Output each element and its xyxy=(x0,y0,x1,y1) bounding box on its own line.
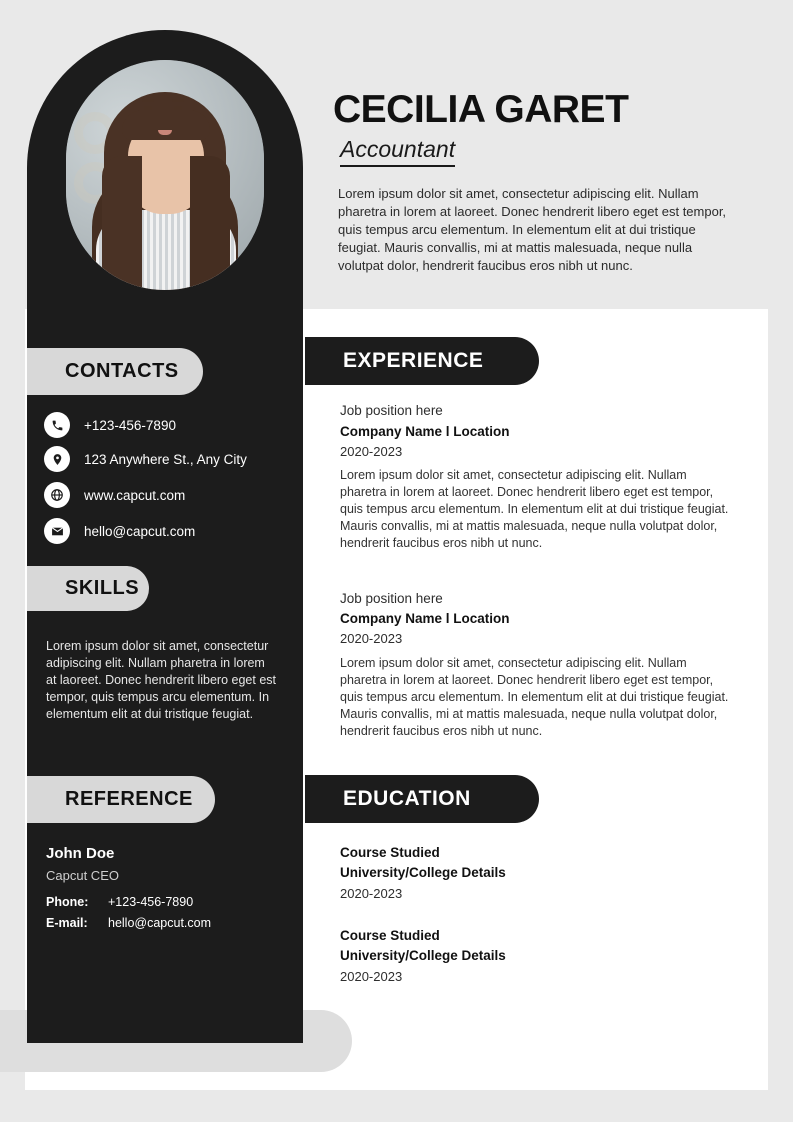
profile-summary: Lorem ipsum dolor sit amet, consectetur adipiscing elit. Nullam pharetra in lorem at laoreet. Donec hendrerit libero eget est tempor, quis tempus arcu elementum. In elementum elit at dui tristique feugiat. Mauris convallis, mi at mattis malesuada, neque nulla volutpat dolor, hendrerit faucibus eros nibh ut nunc. xyxy=(338,186,727,273)
photo-eye-left xyxy=(144,106,152,110)
reference-phone-label: Phone: xyxy=(46,895,89,909)
phone-icon xyxy=(44,412,70,438)
experience-company-1: Company Name l Location xyxy=(340,424,510,439)
experience-title: EXPERIENCE xyxy=(343,349,484,372)
experience-years-2: 2020-2023 xyxy=(340,631,403,646)
profile-photo xyxy=(66,60,264,290)
section-header-skills xyxy=(27,566,149,611)
reference-email-value: hello@capcut.com xyxy=(108,916,212,930)
education-institution-1: University/College Details xyxy=(340,865,506,880)
experience-years-1: 2020-2023 xyxy=(340,444,403,459)
education-title: EDUCATION xyxy=(343,787,471,810)
education-years-2: 2020-2023 xyxy=(340,969,403,984)
skills-title: SKILLS xyxy=(65,577,140,599)
photo-eyebrow-left xyxy=(142,99,154,102)
contact-email[interactable] xyxy=(44,518,195,544)
photo-hair-strand-left xyxy=(102,156,142,290)
contacts-title: CONTACTS xyxy=(65,360,179,382)
reference-phone-value: +123-456-7890 xyxy=(108,895,194,909)
contact-website-text: www.capcut.com xyxy=(84,487,186,503)
photo-hair-strand-right xyxy=(190,156,230,290)
location-pin-icon xyxy=(44,446,70,472)
reference-job-title: Capcut CEO xyxy=(46,868,119,883)
envelope-icon xyxy=(44,518,70,544)
education-years-1: 2020-2023 xyxy=(340,886,403,901)
section-header-reference xyxy=(27,776,215,823)
education-course-1: Course Studied xyxy=(340,845,440,860)
reference-name: John Doe xyxy=(46,845,115,862)
education-course-2: Course Studied xyxy=(340,928,440,943)
experience-description-2: Lorem ipsum dolor sit amet, consectetur adipiscing elit. Nullam pharetra in lorem at laoreet. Donec hendrerit libero eget est tempor, quis tempus arcu elementum. In elementum elit at dui tristique feugiat. Mauris convallis, mi at mattis malesuada, neque nulla volutpat dolor, hendrerit faucibus eros nibh ut nunc. xyxy=(340,656,729,738)
section-header-contacts xyxy=(27,348,203,395)
contact-address[interactable] xyxy=(44,446,247,472)
contact-phone-text: +123-456-7890 xyxy=(84,417,176,433)
experience-position-2: Job position here xyxy=(340,591,443,606)
section-header-education xyxy=(305,775,539,823)
reference-title: REFERENCE xyxy=(65,788,193,810)
photo-eyebrow-right xyxy=(172,99,184,102)
contact-website[interactable] xyxy=(44,482,185,508)
skills-description: Lorem ipsum dolor sit amet, consectetur adipiscing elit. Nullam pharetra in lorem at laoreet. Donec hendrerit libero eget est tempor, quis tempus arcu elementum. In elementum elit at dui tristique feugiat. xyxy=(46,639,276,721)
globe-icon xyxy=(44,482,70,508)
experience-position-1: Job position here xyxy=(340,403,443,418)
section-header-experience xyxy=(305,337,539,385)
experience-description-1: Lorem ipsum dolor sit amet, consectetur adipiscing elit. Nullam pharetra in lorem at laoreet. Donec hendrerit libero eget est tempor, quis tempus arcu elementum. In elementum elit at dui tristique feugiat. Mauris convallis, mi at mattis malesuada, neque nulla volutpat dolor, hendrerit faucibus eros nibh ut nunc. xyxy=(340,468,729,550)
candidate-role: Accountant xyxy=(340,136,455,167)
reference-email-label: E-mail: xyxy=(46,916,88,930)
contact-phone[interactable] xyxy=(44,412,176,438)
candidate-name: CECILIA GARET xyxy=(333,88,629,131)
photo-image xyxy=(66,60,264,290)
reference-email-row xyxy=(46,916,211,930)
contact-address-text: 123 Anywhere St., Any City xyxy=(84,451,247,467)
photo-eye-right xyxy=(174,106,182,110)
contact-email-text: hello@capcut.com xyxy=(84,523,196,539)
experience-company-2: Company Name l Location xyxy=(340,611,510,626)
education-institution-2: University/College Details xyxy=(340,948,506,963)
reference-phone-row xyxy=(46,895,193,909)
